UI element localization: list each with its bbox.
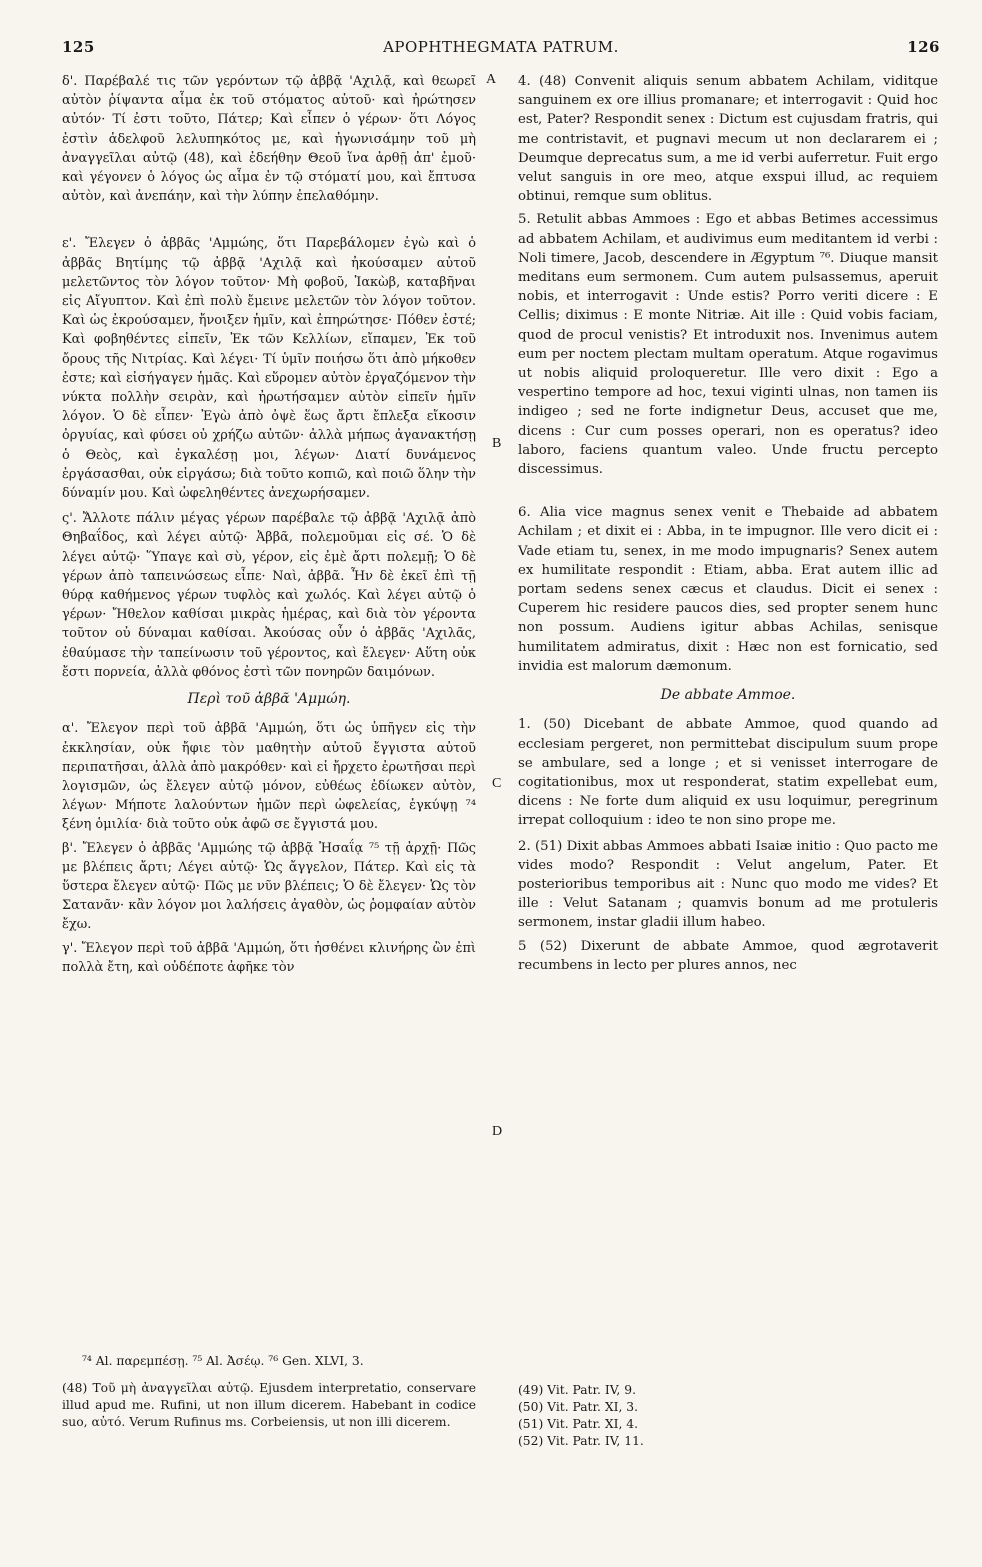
- margin-marker-b: B: [492, 436, 502, 451]
- page-number-left: 125: [62, 38, 95, 56]
- margin-marker-a: A: [486, 72, 497, 87]
- latin-section-heading: De abbate Ammoe.: [660, 687, 796, 704]
- greek-footnotes: [62, 1353, 476, 1437]
- greek-ammoe-1: α'. Ἔλεγον περὶ τοῦ ἀββᾶ 'Αμμώη, ὅτι ὡς ὑπῆγεν εἰς τὴν ἐκκλησίαν, οὐκ ἤφιε τὸν μαθητὴν αὐτοῦ ἔγγιστα αὐτοῦ περιπατῆσαι, ἀλλὰ ἀπὸ μακρόθεν· καὶ εἰ ἤρχετο ἐρωτῆσαι περὶ λογισμῶν, ὡς ἔλεγεν αὐτῷ μόνον, εὐθέως ἐδίωκεν αὐτὸν, λέγων· Μήποτε λαλούντων ἡμῶν περὶ ὠφελείας, ἐγκύψῃ ⁷⁴ ξένη ὁμιλία· διὰ τοῦτο οὐκ ἀφῶ σε ἔγγιστά μου.: [62, 721, 476, 833]
- greek-ammoe-3: γ'. Ἔλεγον περὶ τοῦ ἀββᾶ 'Αμμώη, ὅτι ἠσθένει κλινήρης ὢν ἐπὶ πολλὰ ἔτη, καὶ οὐδέποτε ἀφῆκε τὸν: [62, 940, 476, 975]
- latin-footnotes: [518, 1382, 938, 1450]
- latin-ammoe-3: 5 (52) Dixerunt de abbate Ammoe, quod ægrotaverit recumbens in lecto per plures annos, nec: [518, 938, 938, 973]
- margin-marker-c: C: [492, 776, 502, 791]
- latin-footnote-52: (52) Vit. Patr. IV, 11.: [518, 1434, 644, 1448]
- greek-section-heading: Περὶ τοῦ ἀββᾶ 'Αμμώη.: [187, 691, 351, 708]
- greek-paragraph-5: ε'. Ἔλεγεν ὁ ἀββᾶς 'Αμμώης, ὅτι Παρεβάλομεν ἐγὼ καὶ ὁ ἀββᾶς Βητίμης τῷ ἀββᾷ 'Αχιλᾷ καὶ ἠκούσαμεν αὐτοῦ μελετῶντος τὸν λόγον τοῦτον· Μὴ φοβοῦ, Ἰακὼβ, καταβῆναι εἰς Αἴγυπτον. Καὶ ἐπὶ πολὺ ἔμεινε μελετῶν τὸν λόγον τοῦτον. Καὶ ὡς ἐκρούσαμεν, ἤνοιξεν ἡμῖν, καὶ ἐπηρώτησε· Πόθεν ἐστέ; Καὶ φοβηθέντες εἰπεῖν, Ἐκ τῶν Κελλίων, εἴπαμεν, Ἐκ τοῦ ὄρους τῆς Νιτρίας. Καὶ λέγει· Τί ὑμῖν ποιήσω ὅτι ἀπὸ μήκοθεν ἐστε; καὶ εἰσήγαγεν ἡμᾶς. Καὶ εὕρομεν αὐτὸν ἐργαζόμενον τὴν νύκτα πολλὴν σειρὰν, καὶ ἠρωτήσαμεν αὐτὸν εἰπεῖν ἡμῖν λόγον. Ὁ δὲ εἶπεν· Ἐγὼ ἀπὸ ὀψὲ ἕως ἄρτι ἔπλεξα εἴκοσιν ὀργυίας, καὶ φύσει οὐ χρήζω αὐτῶν· ἀλλὰ μήπως ἀγανακτήσῃ ὁ Θεὸς, καὶ ἐγκαλέσῃ μοι, λέγων· Διατί δυνάμενος ἐργάσασθαι, οὐκ εἰργάσω; διὰ τοῦτο κοπιῶ, καὶ ποιῶ ὅλην τὴν δύναμίν μου. Καὶ ὠφεληθέντες ἀνεχωρήσαμεν.: [62, 236, 476, 502]
- margin-marker-d: D: [492, 1124, 503, 1139]
- greek-footnote-variants: ⁷⁴ Al. παρεμπέσῃ. ⁷⁵ Al. Ἀσέῳ. ⁷⁶ Gen. XLVI, 3.: [82, 1354, 364, 1368]
- latin-ammoe-2: 2. (51) Dixit abbas Ammoes abbati Isaiæ initio : Quo pacto me vides modo? Respondit : Velut angelum, Pater. Et posterioribus temporibus ait : Nunc quo modo me vides? Et ille : Velut Satanam ; quamvis bonum ad me protuleris sermonem, instar gladii illum habeo.: [518, 838, 938, 931]
- running-header: [62, 38, 940, 64]
- greek-ammoe-2: β'. Ἔλεγεν ὁ ἀββᾶς 'Αμμώης τῷ ἀββᾷ Ἠσαΐᾳ ⁷⁵ τῇ ἀρχῇ· Πῶς με βλέπεις ἄρτι; Λέγει αὐτῷ· Ὡς ἄγγελον, Πάτερ. Καὶ εἰς τὰ ὕστερα ἔλεγεν αὐτῷ· Πῶς με νῦν βλέπεις; Ὁ δὲ ἔλεγεν· Ὡς τὸν Σατανᾶν· κἂν λόγον μοι λαλήσεις ἀγαθὸν, ὡς ῥομφαίαν αὐτὸν ἔχω.: [62, 840, 476, 933]
- greek-footnote-48: (48) Τοῦ μὴ ἀναγγεῖλαι αὐτῷ. Ejusdem interpretatio, conservare illud apud me. Rufini, ut non illum dicerem. Habebant in codice suo, αὐτό. Verum Rufinus ms. Corbeiensis, ut non illi dicerem.: [62, 1381, 476, 1429]
- latin-footnote-50: (50) Vit. Patr. XI, 3.: [518, 1400, 639, 1414]
- running-title: APOPHTHEGMATA PATRUM.: [383, 38, 619, 56]
- latin-footnote-51: (51) Vit. Patr. XI, 4.: [518, 1417, 639, 1431]
- latin-paragraph-6: 6. Alia vice magnus senex venit e Thebaide ad abbatem Achilam ; et dixit ei : Abba, in te impugnor. Ille vero dicit ei : Vade etiam tu, senex, in me modo impugnaris? Senex autem ex humilitate respondit : Etiam, abba. Erat autem illic ad portam sedens senex cæcus et claudus. Dicit ei senex : Cuperem hic residere paucos dies, sed propter senem hunc non possum. Audiens igitur abbas Achilas, senisque humilitatem admiratus, dixit : Hæc non est fornicatio, sed invidia est malorum dæmonum.: [518, 505, 938, 674]
- latin-paragraph-5: 5. Retulit abbas Ammoes : Ego et abbas Betimes accessimus ad abbatem Achilam, et audivimus eum meditantem id verbi : Noli timere, Jacob, descendere in Ægyptum ⁷⁶. Diuque mansit meditans eum sermonem. Cum autem pulsassemus, aperuit nobis, et interrogavit : Unde estis? Porro veriti dicere : E Cellis; diximus : E monte Nitriæ. Ait ille : Quid vobis faciam, quod de procul venistis? Et introduxit nos. Invenimus autem eum per noctem plectam multam operatum. Atque rogavimus ut nobis aliquid proloqueretur. Ille vero dixit : Ego a vespertino tempore ad hoc, texui viginti ulnas, non tamen iis indigeo ; sed ne forte indignetur Deus, accuset que me, dicens : Cur cum posses operari, non es operatus? ideo laboro, faciens quantum valeo. Unde fructu percepto discessimus.: [518, 212, 938, 478]
- greek-paragraph-6: ς'. Ἄλλοτε πάλιν μέγας γέρων παρέβαλε τῷ ἀββᾷ 'Αχιλᾷ ἀπὸ Θηβαΐδος, καὶ λέγει αὐτῷ· Ἀββᾶ, πολεμοῦμαι εἰς σέ. Ὁ δὲ λέγει αὐτῷ· Ὕπαγε καὶ σὺ, γέρον, εἰς ἐμὲ ἄρτι πολεμῇ; Ὁ δὲ γέρων ἀπὸ ταπεινώσεως εἶπε· Ναὶ, ἀββᾶ. Ἦν δὲ ἐκεῖ ἐπὶ τῇ θύρᾳ καθήμενος γέρων τυφλὸς καὶ χωλός. Καὶ λέγει αὐτῷ ὁ γέρων· Ἤθελον καθίσαι μικρὰς ἡμέρας, καὶ διὰ τὸν γέροντα τοῦτον οὐ δύναμαι καθίσαι. Ἀκούσας οὖν ὁ ἀββᾶς 'Αχιλᾶς, ἐθαύμασε τὴν ταπείνωσιν τοῦ γέροντος, καὶ ἔλεγεν· Αὕτη οὐκ ἔστι πορνεία, ἀλλὰ φθόνος ἐστὶ τῶν πονηρῶν δαιμόνων.: [62, 511, 476, 680]
- latin-footnote-49: (49) Vit. Patr. IV, 9.: [518, 1383, 636, 1397]
- greek-column: [62, 72, 476, 977]
- greek-paragraph-4: δ'. Παρέβαλέ τις τῶν γερόντων τῷ ἀββᾷ 'Αχιλᾷ, καὶ θεωρεῖ αὐτὸν ῥίψαντα αἷμα ἐκ τοῦ στόματος αὐτοῦ· καὶ ἠρώτησεν αὐτόν· Τί ἐστι τοῦτο, Πάτερ; Καὶ εἶπεν ὁ γέρων· ὅτι Λόγος ἐστὶν ἀδελφοῦ λελυπηκότος με, καὶ ἠγωνισάμην τοῦ μὴ ἀναγγεῖλαι αὐτῷ (48), καὶ ἐδεήθην Θεοῦ ἵνα ἀρθῇ ἀπ' ἐμοῦ· καὶ γέγονεν ὁ λόγος ὡς αἷμα ἐν τῷ στόματί μου, καὶ ἔπτυσα αὐτὸν, καὶ ἀνεπάην, καὶ τὴν λύπην ἐπελαθόμην.: [62, 74, 476, 205]
- latin-column: [518, 72, 938, 975]
- page-number-right: 126: [907, 38, 940, 56]
- latin-ammoe-1: 1. (50) Dicebant de abbate Ammoe, quod quando ad ecclesiam pergeret, non permittebat discipulum suum prope se ambulare, sed a longe ; et si venisset interrogare de cogitationibus, mox ut responderat, statim expellebat eum, dicens : Ne forte dum aliquid ex usu loquimur, peregrinum irrepat colloquium : ideo te non sino prope me.: [518, 717, 938, 829]
- latin-paragraph-4: 4. (48) Convenit aliquis senum abbatem Achilam, viditque sanguinem ex ore illius promanare; et interrogavit : Quid hoc est, Pater? Respondit senex : Dictum est cujusdam fratris, qui me contristavit, et pugnavi mecum ut non declararem ei ; Deumque deprecatus sum, a me id verbi auferretur. Fuit ergo velut sanguis in ore meo, atque exspui illud, ac requiem obtinui, remque sum oblitus.: [518, 74, 938, 205]
